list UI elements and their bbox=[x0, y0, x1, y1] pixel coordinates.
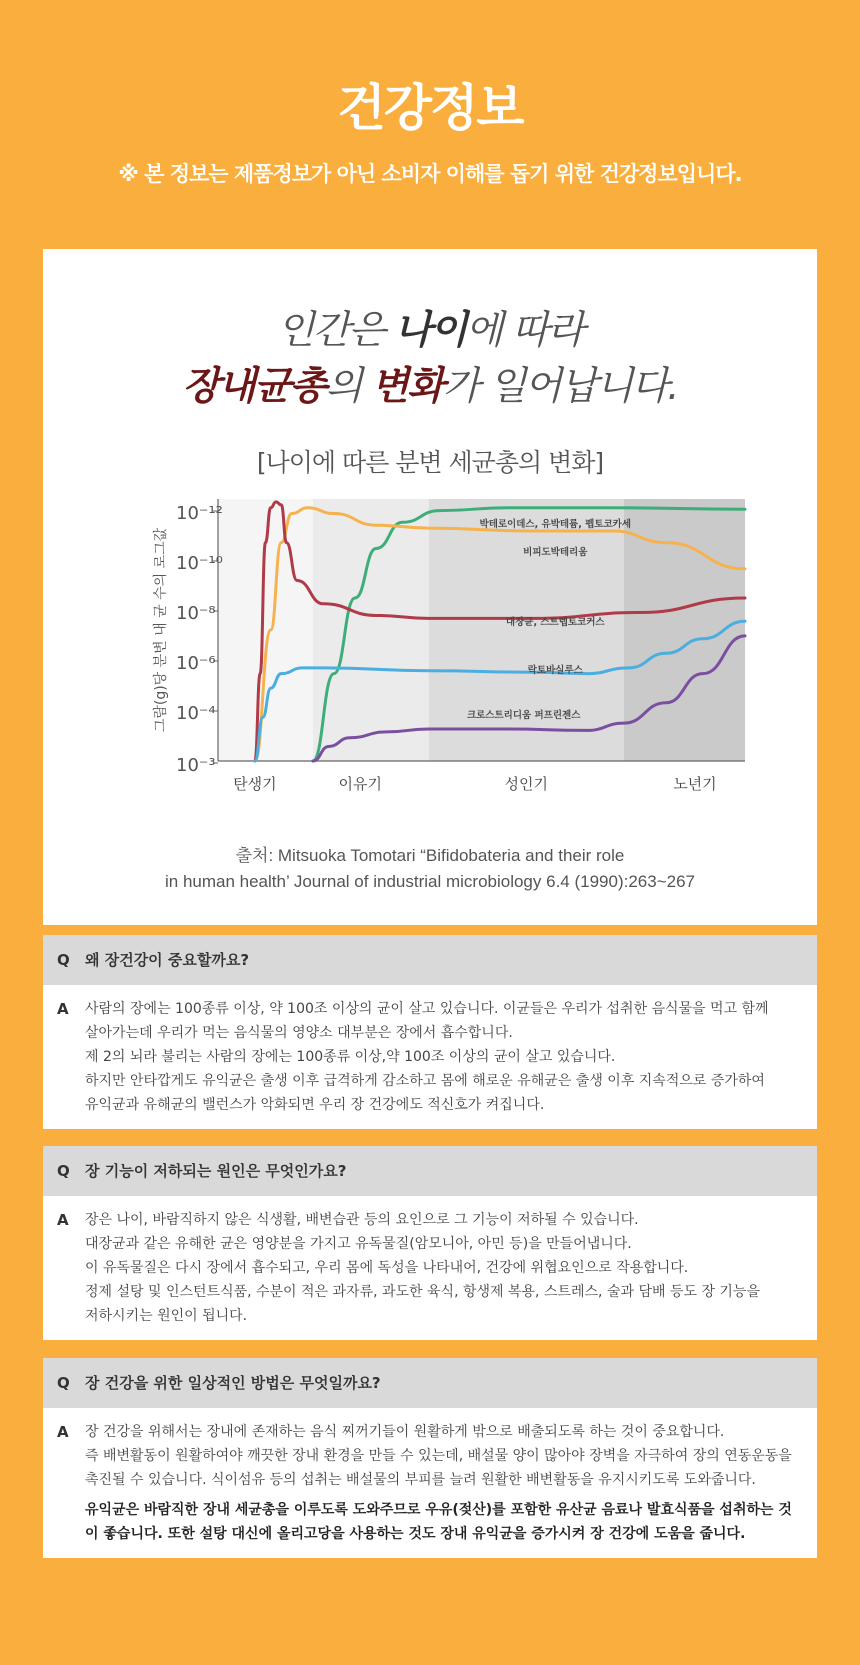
x-tick-label: 탄생기 bbox=[233, 775, 277, 793]
qa-card bbox=[43, 1358, 817, 1558]
headline bbox=[43, 249, 817, 415]
x-tick-label: 성인기 bbox=[504, 775, 549, 793]
answer-line: 저하시키는 원인이 됩니다. bbox=[85, 1308, 248, 1324]
question-text: 장 기능이 저하되는 원인은 무엇인가요? bbox=[85, 1162, 347, 1180]
question-row bbox=[43, 1358, 817, 1408]
a-mark: A bbox=[57, 1423, 69, 1441]
headline-text: 인간은 bbox=[276, 308, 395, 353]
y-tick-label: 10⁻¹⁰ bbox=[176, 553, 223, 574]
y-tick-label: 10⁻⁸ bbox=[176, 603, 216, 624]
series-label: 박테로이데스, 유박테륨, 펩토코카세 bbox=[479, 519, 632, 530]
headline-highlight: 변화 bbox=[371, 364, 443, 409]
q-mark: Q bbox=[57, 951, 70, 969]
answer-row bbox=[43, 1408, 817, 1558]
a-mark: A bbox=[57, 1000, 69, 1018]
stage-band bbox=[429, 499, 624, 761]
chart-title: [나이에 따른 분변 세균총의 변화] bbox=[256, 448, 604, 477]
qa-card bbox=[43, 1146, 817, 1340]
chart-card bbox=[43, 249, 817, 925]
answer-row bbox=[43, 985, 817, 1129]
headline-highlight: 장내균총 bbox=[182, 364, 326, 409]
headline-text: 의 bbox=[325, 364, 372, 409]
answer-emphasis: 유익균은 바람직한 장내 세균총을 이루도록 도와주므로 우유(젖산)를 포함한 유산균 음료나 발효식품을 섭취하는 것이 좋습니다. 또한 설탕 대신에 올리고당을 사용하는 것도 장내 유익균을 증가시켜 장 건강에 도움을 줍니다. bbox=[85, 1502, 792, 1542]
answer-line: 대장균과 같은 유해한 균은 영양분을 가지고 유독물질(암모니아, 아민 등)을 만들어냅니다. bbox=[85, 1236, 632, 1252]
notice-text: ※ 본 정보는 제품정보가 아닌 소비자 이해를 돕기 위한 건강정보입니다. bbox=[118, 162, 742, 186]
series-label: 크로스트리디움 퍼프린젠스 bbox=[466, 710, 581, 721]
question-text: 장 건강을 위한 일상적인 방법은 무엇일까요? bbox=[85, 1374, 381, 1392]
y-tick-label: 10⁻⁴ bbox=[176, 703, 216, 724]
qa-card bbox=[43, 935, 817, 1129]
answer-line: 이 유독물질은 다시 장에서 흡수되고, 우리 몸에 독성을 나타내어, 건강에 위협요인으로 작용합니다. bbox=[85, 1260, 689, 1276]
stage-band bbox=[313, 499, 429, 761]
series-label: 대장균, 스트렙토코커스 bbox=[505, 617, 605, 628]
headline-text: 가 일어납니다. bbox=[442, 364, 678, 409]
answer-row bbox=[43, 1196, 817, 1340]
answer-line: 촉진될 수 있습니다. 식이섬유 등의 섭취는 배설물의 부피를 늘려 원활한 배변활동을 유지시키도록 도와줍니다. bbox=[85, 1472, 756, 1488]
question-row bbox=[43, 935, 817, 985]
x-tick-label: 이유기 bbox=[338, 775, 383, 793]
y-tick-label: 10⁻³ bbox=[176, 755, 216, 776]
source-line: 출처: Mitsuoka Tomotari “Bifidobateria and their role bbox=[235, 846, 625, 865]
header bbox=[0, 0, 860, 188]
headline-line2 bbox=[43, 359, 817, 415]
answer-line: 정제 설탕 및 인스턴트식품, 수분이 적은 과자류, 과도한 육식, 항생제 복용, 스트레스, 술과 담배 등도 장 기능을 bbox=[85, 1284, 760, 1300]
y-tick-label: 10⁻⁶ bbox=[176, 653, 216, 674]
answer-line: 즉 배변활동이 원활하여야 깨끗한 장내 환경을 만들 수 있는데, 배설물 양이 많아야 장벽을 자극하여 장의 연동운동을 bbox=[85, 1448, 792, 1464]
answer-line: 살아가는데 우리가 먹는 음식물의 영양소 대부분은 장에서 흡수합니다. bbox=[85, 1025, 513, 1041]
y-axis-label: 그람(g)당 분변 내 균 수의 로그값 bbox=[153, 527, 169, 733]
headline-line1 bbox=[43, 303, 817, 359]
bacteria-chart bbox=[93, 494, 783, 814]
series-label: 비피도박테리움 bbox=[523, 547, 588, 558]
source-line: in human health’ Journal of industrial microbiology 6.4 (1990):263~267 bbox=[164, 872, 695, 891]
x-tick-label: 노년기 bbox=[673, 775, 717, 793]
page-title: 건강정보 bbox=[337, 79, 523, 137]
a-mark: A bbox=[57, 1211, 69, 1229]
q-mark: Q bbox=[57, 1162, 70, 1180]
question-text: 왜 장건강이 중요할까요? bbox=[85, 951, 250, 969]
answer-line: 사람의 장에는 100종류 이상, 약 100조 이상의 균이 살고 있습니다. 이균들은 우리가 섭취한 음식물을 먹고 함께 bbox=[85, 1001, 769, 1017]
answer-line: 제 2의 뇌라 불리는 사람의 장에는 100종류 이상,약 100조 이상의 균이 살고 있습니다. bbox=[85, 1049, 616, 1065]
headline-emphasis: 나이 bbox=[394, 308, 466, 353]
answer-line: 장 건강을 위해서는 장내에 존재하는 음식 찌꺼기들이 원활하게 밖으로 배출되도록 하는 것이 중요합니다. bbox=[85, 1424, 725, 1440]
chart-source bbox=[43, 843, 817, 895]
question-row bbox=[43, 1146, 817, 1196]
answer-line: 유익균과 유해균의 밸런스가 악화되면 우리 장 건강에도 적신호가 켜집니다. bbox=[85, 1097, 545, 1113]
answer-line: 하지만 안타깝게도 유익균은 출생 이후 급격하게 감소하고 몸에 해로운 유해균은 출생 이후 지속적으로 증가하여 bbox=[85, 1073, 765, 1089]
series-label: 락토바실루스 bbox=[527, 665, 583, 676]
headline-text: 에 따라 bbox=[465, 308, 584, 353]
q-mark: Q bbox=[57, 1374, 70, 1392]
y-tick-label: 10⁻¹² bbox=[176, 503, 223, 524]
answer-line: 장은 나이, 바람직하지 않은 식생활, 배변습관 등의 요인으로 그 기능이 저하될 수 있습니다. bbox=[85, 1212, 639, 1228]
